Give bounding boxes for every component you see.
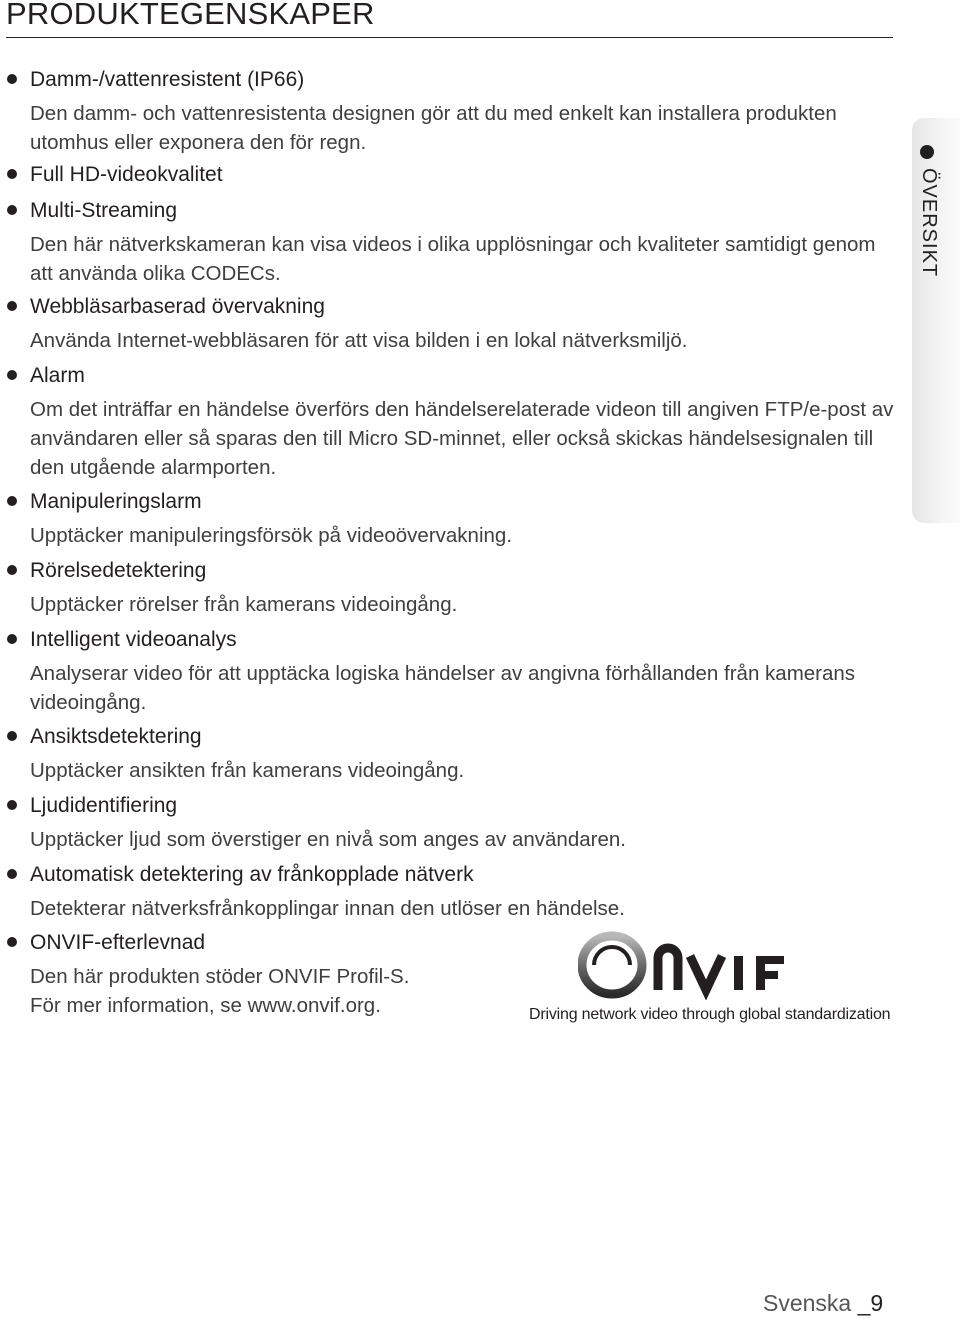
bullet-icon: [7, 301, 17, 311]
feature-title: Rörelsedetektering: [30, 559, 207, 582]
feature-title: ONVIF-efterlevnad: [30, 931, 206, 954]
section-label: ÖVERSIKT: [918, 168, 940, 278]
page-title: PRODUKTEGENSKAPER: [6, 0, 375, 31]
bullet-icon: [7, 496, 17, 506]
feature-title: Ansiktsdetektering: [30, 725, 202, 748]
feature-description: [30, 962, 510, 1020]
feature-title: Manipuleringslarm: [30, 490, 202, 513]
feature-title: Full HD-videokvalitet: [30, 163, 223, 186]
feature-title: Webbläsarbaserad övervakning: [30, 295, 325, 318]
onvif-profile-line: Den här produkten stöder ONVIF Profil-S.: [30, 965, 410, 988]
feature-description: Upptäcker manipuleringsförsök på videoövervakning.: [30, 524, 513, 547]
feature-title: Automatisk detektering av frånkopplade nätverk: [30, 863, 474, 886]
feature-description: Den damm- och vattenresistenta designen gör att du med enkelt kan installera produkten utomhus eller exponera den för regn.: [30, 102, 837, 154]
feature-title: Intelligent videoanalys: [30, 628, 237, 651]
feature-description: Upptäcker rörelser från kamerans videoingång.: [30, 593, 458, 616]
title-divider: [6, 37, 893, 38]
onvif-logo: [578, 930, 828, 1000]
feature-title: Damm-/vattenresistent (IP66): [30, 68, 305, 91]
feature-description: Upptäcker ansikten från kamerans videoingång.: [30, 759, 465, 782]
side-tab-dot-icon: [920, 145, 934, 159]
feature-description: Analyserar video för att upptäcka logiska händelser av angivna förhållanden från kamerans videoingång.: [30, 662, 856, 714]
feature-title: Ljudidentifiering: [30, 794, 178, 817]
onvif-tagline: Driving network video through global standardization: [529, 1006, 891, 1023]
feature-description: Om det inträffar en händelse överförs den händelserelaterade videon till angiven FTP/e-post av användaren eller så sparas den till Micro SD-minnet, eller också skickas händelsesignalen till den utgående alarmporten.: [30, 398, 894, 479]
bullet-icon: [7, 565, 17, 575]
page-number: _9: [857, 1290, 884, 1316]
bullet-icon: [7, 370, 17, 380]
bullet-icon: [7, 869, 17, 879]
feature-title: Alarm: [30, 364, 85, 387]
onvif-info-line: För mer information, se www.onvif.org.: [30, 994, 381, 1017]
footer-language: Svenska: [763, 1290, 852, 1316]
bullet-icon: [7, 205, 17, 215]
feature-description: Detekterar nätverksfrånkopplingar innan den utlöser en händelse.: [30, 897, 625, 920]
feature-title: Multi-Streaming: [30, 199, 178, 222]
bullet-icon: [7, 169, 17, 179]
feature-description: Den här nätverkskameran kan visa videos i olika upplösningar och kvaliteter samtidigt genom att använda olika CODECs.: [30, 233, 876, 285]
feature-description: Använda Internet-webbläsaren för att visa bilden i en lokal nätverksmiljö.: [30, 329, 688, 352]
feature-description: Upptäcker ljud som överstiger en nivå som anges av användaren.: [30, 828, 626, 851]
bullet-icon: [7, 937, 17, 947]
bullet-icon: [7, 800, 17, 810]
page-footer: [763, 1290, 883, 1317]
bullet-icon: [7, 731, 17, 741]
bullet-icon: [7, 74, 17, 84]
bullet-icon: [7, 634, 17, 644]
